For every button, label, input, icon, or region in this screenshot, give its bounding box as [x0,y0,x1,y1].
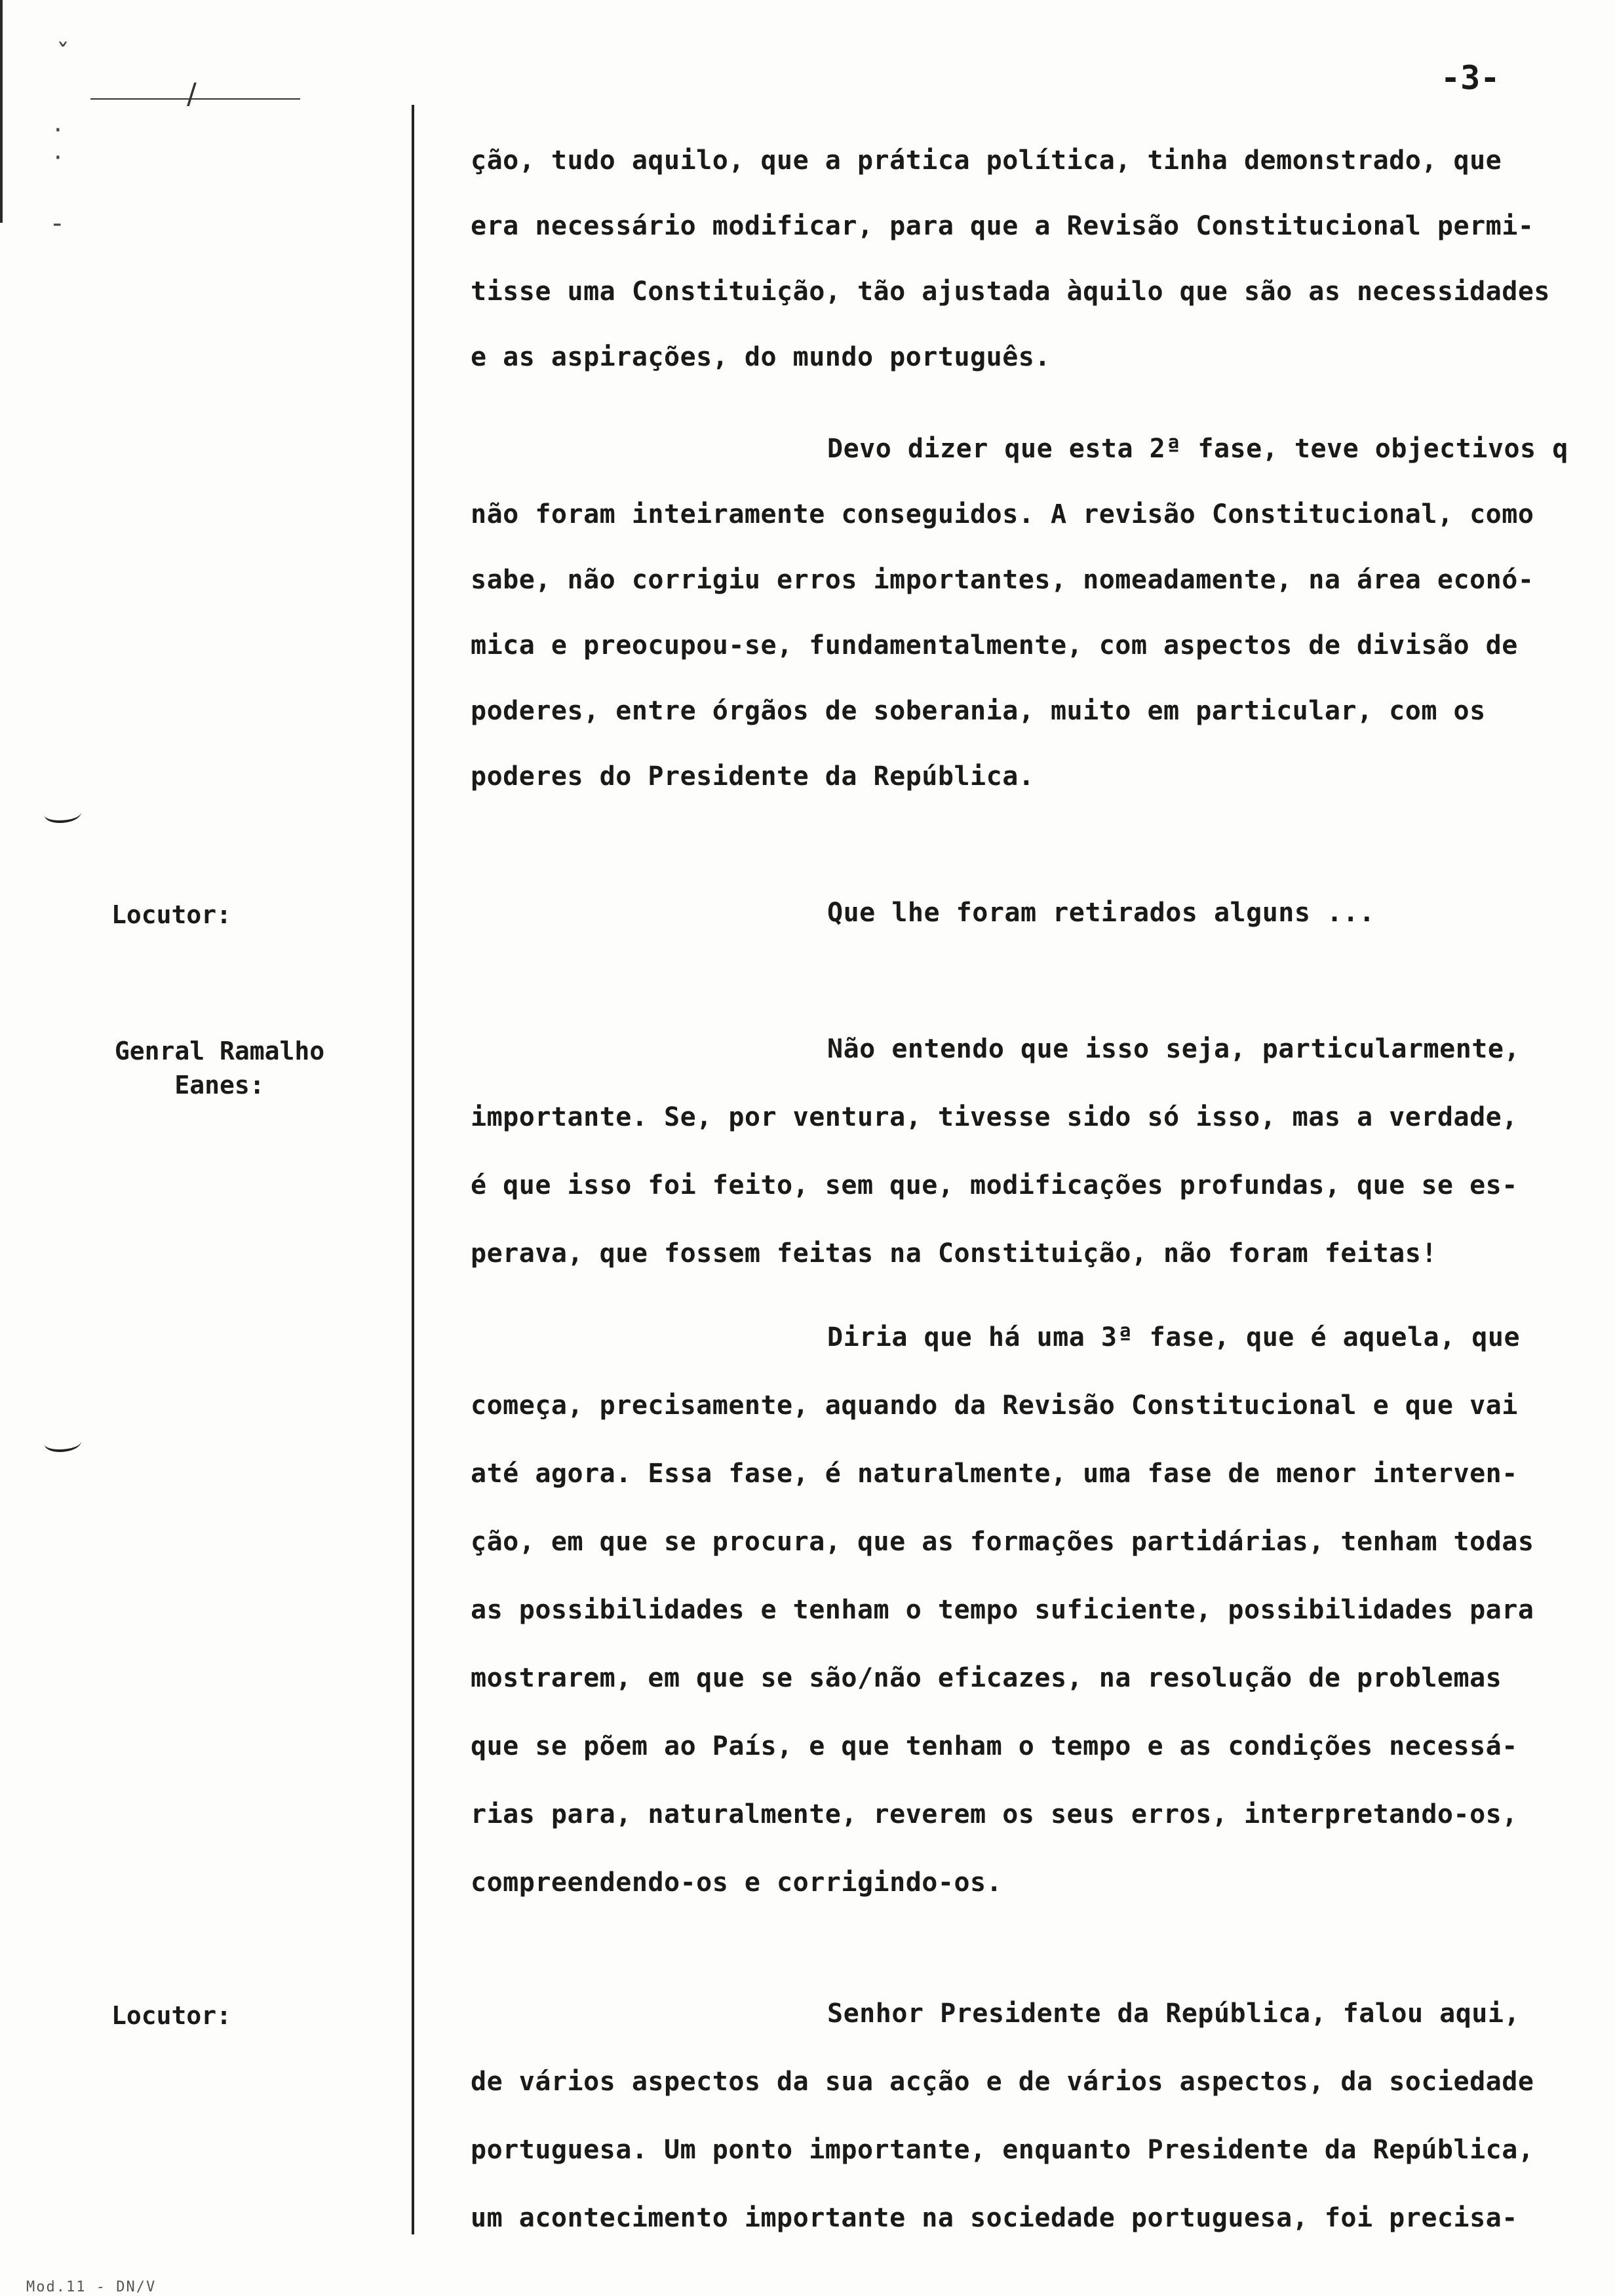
body-line: perava, que fossem feitas na Constituição, não foram feitas! [471,1238,1437,1269]
speaker-label-eanes [98,1034,341,1102]
body-line: portuguesa. Um ponto importante, enquanto Presidente da República, [471,2135,1534,2165]
body-line: até agora. Essa fase, é naturalmente, uma fase de menor interven- [471,1459,1518,1489]
body-line: e as aspirações, do mundo português. [471,342,1051,372]
speaker-label-locutor: Locutor: [111,2001,232,2030]
body-line: poderes do Presidente da República. [471,761,1035,792]
body-line: mostrarem, em que se são/não eficazes, na resolução de problemas [471,1663,1502,1693]
body-line: ção, em que se procura, que as formações partidárias, tenham todas [471,1527,1534,1557]
footer-form-code: Mod.11 - DN/V [26,2279,157,2295]
margin-tick-mark: ˇ [56,39,69,69]
speaker-name-line: Eanes: [174,1071,265,1100]
margin-tick-mark: - [52,208,62,239]
body-line: rias para, naturalmente, reverem os seus erros, interpretando-os, [471,1799,1518,1829]
margin-tick-mark: · [54,115,62,145]
body-line: poderes, entre órgãos de soberania, muito em particular, com os [471,696,1486,726]
speaker-name-line: Genral Ramalho [114,1037,325,1065]
body-line: Devo dizer que esta 2ª fase, teve objectivos q [827,434,1568,464]
body-line: mica e preocupou-se, fundamentalmente, com aspectos de divisão de [471,630,1518,660]
page-number: -3- [1441,59,1500,97]
body-line: Não entendo que isso seja, particularmente, [827,1034,1521,1064]
margin-curve-mark [45,1434,81,1452]
body-line: importante. Se, por ventura, tivesse sido só isso, mas a verdade, [471,1102,1518,1132]
binding-edge [0,0,3,223]
body-line: Diria que há uma 3ª fase, que é aquela, que [827,1322,1521,1352]
margin-curve-mark [45,805,81,823]
body-line: Senhor Presidente da República, falou aqui, [827,1999,1521,2029]
body-line: as possibilidades e tenham o tempo suficiente, possibilidades para [471,1595,1534,1625]
top-slash-mark: / [187,77,197,111]
body-line: tisse uma Constituição, tão ajustada àquilo que são as necessidades [471,277,1550,307]
body-line: é que isso foi feito, sem que, modificações profundas, que se es- [471,1170,1518,1200]
body-line: ção, tudo aquilo, que a prática política, tinha demonstrado, que [471,145,1502,176]
margin-tick-mark: · [54,143,62,173]
speaker-label-locutor: Locutor: [111,900,232,929]
body-line: começa, precisamente, aquando da Revisão Constitucional e que vai [471,1390,1518,1421]
body-line: sabe, não corrigiu erros importantes, nomeadamente, na área econó- [471,565,1534,595]
body-line: de vários aspectos da sua acção e de vários aspectos, da sociedade [471,2067,1534,2097]
body-line: um acontecimento importante na sociedade portuguesa, foi precisa- [471,2203,1518,2233]
body-line: que se põem ao País, e que tenham o tempo e as condições necessá- [471,1731,1518,1761]
body-line: não foram inteiramente conseguidos. A revisão Constitucional, como [471,499,1534,529]
column-divider [412,105,414,2234]
body-line: era necessário modificar, para que a Revisão Constitucional permi- [471,211,1534,241]
body-line: Que lhe foram retirados alguns ... [827,898,1375,928]
body-line: compreendendo-os e corrigindo-os. [471,1867,1003,1898]
